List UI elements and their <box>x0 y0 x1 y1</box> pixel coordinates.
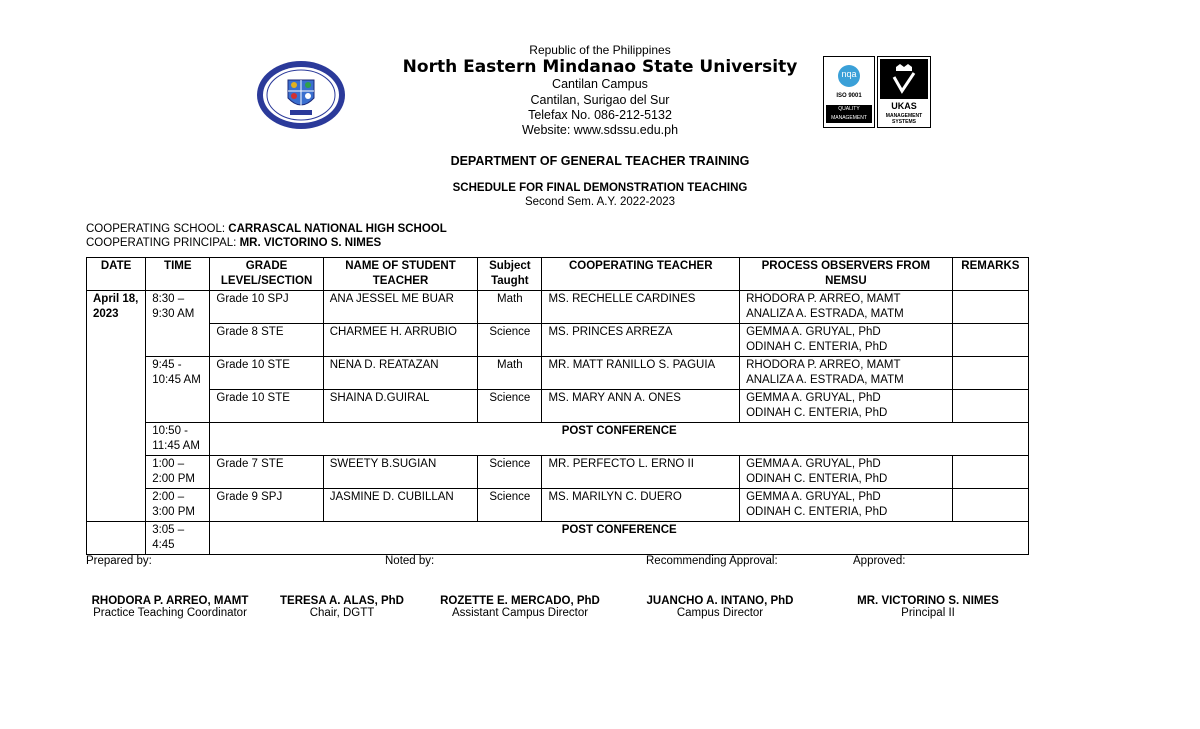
remarks-cell <box>952 390 1028 423</box>
approved-label: Approved: <box>853 555 906 567</box>
student-cell: JASMINE D. CUBILLAN <box>323 489 477 522</box>
date-cell: April 18, 2023 <box>87 291 146 522</box>
grade-cell: Grade 10 SPJ <box>210 291 323 324</box>
cooperating-school-value: CARRASCAL NATIONAL HIGH SCHOOL <box>228 223 447 235</box>
header-date: DATE <box>87 258 146 291</box>
observer-1: GEMMA A. GRUYAL, PhD <box>746 458 881 470</box>
university-name: North Eastern Mindanao State University <box>402 57 798 77</box>
subject-cell: Science <box>478 390 542 423</box>
signatory-chair: TERESA A. ALAS, PhD Chair, DGTT <box>280 595 404 619</box>
signatory-principal: MR. VICTORINO S. NIMES Principal II <box>857 595 999 619</box>
time-cell: 10:50 - 11:45 AM <box>146 423 210 456</box>
department-title: DEPARTMENT OF GENERAL TEACHER TRAINING <box>450 154 750 168</box>
subject-cell: Math <box>478 291 542 324</box>
header-cooperating-teacher: COOPERATING TEACHER <box>542 258 740 291</box>
grade-cell: Grade 10 STE <box>210 357 323 390</box>
table-row <box>87 324 1029 357</box>
table-row <box>87 357 1029 390</box>
time-cell: 1:00 – 2:00 PM <box>146 456 210 489</box>
coop-teacher-cell: MR. MATT RANILLO S. PAGUIA <box>542 357 740 390</box>
observer-2: ANALIZA A. ESTRADA, MATM <box>746 308 904 320</box>
student-cell: SWEETY B.SUGIAN <box>323 456 477 489</box>
header-time: TIME <box>146 258 210 291</box>
university-seal-logo <box>256 60 346 130</box>
student-cell: NENA D. REATAZAN <box>323 357 477 390</box>
observer-2: ODINAH C. ENTERIA, PhD <box>746 473 888 485</box>
time-cell: 9:45 - 10:45 AM <box>146 357 210 423</box>
coop-teacher-cell: MR. PERFECTO L. ERNO II <box>542 456 740 489</box>
grade-cell: Grade 8 STE <box>210 324 323 357</box>
ukas-certification-badge: UKAS MANAGEMENT SYSTEMS <box>877 56 931 128</box>
cooperating-school-line <box>86 223 447 235</box>
observer-1: GEMMA A. GRUYAL, PhD <box>746 392 881 404</box>
student-cell: CHARMEE H. ARRUBIO <box>323 324 477 357</box>
time-cell: 3:05 – 4:45 <box>146 522 210 555</box>
observer-2: ODINAH C. ENTERIA, PhD <box>746 407 888 419</box>
subject-cell: Science <box>478 324 542 357</box>
campus-line: Cantilan Campus <box>552 77 648 91</box>
table-row <box>87 423 1029 456</box>
time-cell: 8:30 – 9:30 AM <box>146 291 210 357</box>
observers-cell <box>740 291 953 324</box>
cooperating-principal-line <box>86 237 381 249</box>
location-line: Cantilan, Surigao del Sur <box>530 93 670 107</box>
website-line: Website: www.sdssu.edu.ph <box>521 123 679 137</box>
remarks-cell <box>952 324 1028 357</box>
time-cell: 2:00 – 3:00 PM <box>146 489 210 522</box>
post-conference-cell: POST CONFERENCE <box>210 522 1029 555</box>
subject-cell: Science <box>478 456 542 489</box>
cooperating-principal-value: MR. VICTORINO S. NIMES <box>239 237 382 249</box>
student-cell: SHAINA D.GUIRAL <box>323 390 477 423</box>
crown-check-icon <box>890 63 918 95</box>
student-cell: ANA JESSEL ME BUAR <box>323 291 477 324</box>
republic-line: Republic of the Philippines <box>529 43 671 57</box>
observer-1: RHODORA P. ARREO, MAMT <box>746 293 901 305</box>
semester-line: Second Sem. A.Y. 2022-2023 <box>524 196 676 208</box>
observer-2: ODINAH C. ENTERIA, PhD <box>746 506 888 518</box>
table-row <box>87 489 1029 522</box>
coop-teacher-cell: MS. PRINCES ARREZA <box>542 324 740 357</box>
iso-certification-badge: nqa ISO 9001 QUALITY MANAGEMENT <box>823 56 875 128</box>
observer-1: GEMMA A. GRUYAL, PhD <box>746 491 881 503</box>
coop-teacher-cell: MS. MARILYN C. DUERO <box>542 489 740 522</box>
coop-teacher-cell: MS. RECHELLE CARDINES <box>542 291 740 324</box>
post-conference-cell: POST CONFERENCE <box>210 423 1029 456</box>
header-process-observers: PROCESS OBSERVERS FROM NEMSU <box>740 258 953 291</box>
observers-cell <box>740 357 953 390</box>
observers-cell <box>740 324 953 357</box>
remarks-cell <box>952 291 1028 324</box>
noted-by-label: Noted by: <box>385 555 435 567</box>
grade-cell: Grade 9 SPJ <box>210 489 323 522</box>
remarks-cell <box>952 357 1028 390</box>
observers-cell <box>740 489 953 522</box>
cooperating-principal-label: COOPERATING PRINCIPAL: <box>86 237 240 249</box>
observers-cell <box>740 456 953 489</box>
table-header-row <box>87 258 1029 291</box>
signatory-campus-director: JUANCHO A. INTANO, PhD Campus Director <box>646 595 794 619</box>
signatory-assistant-director: ROZETTE E. MERCADO, PhD Assistant Campus Director <box>440 595 600 619</box>
coop-teacher-cell: MS. MARY ANN A. ONES <box>542 390 740 423</box>
grade-cell: Grade 7 STE <box>210 456 323 489</box>
header-grade: GRADE LEVEL/SECTION <box>210 258 323 291</box>
header-subject: Subject Taught <box>478 258 542 291</box>
grade-cell: Grade 10 STE <box>210 390 323 423</box>
schedule-title: SCHEDULE FOR FINAL DEMONSTRATION TEACHING <box>452 182 748 194</box>
observer-2: ODINAH C. ENTERIA, PhD <box>746 341 888 353</box>
table-row <box>87 291 1029 324</box>
observer-1: RHODORA P. ARREO, MAMT <box>746 359 901 371</box>
header-student-teacher: NAME OF STUDENT TEACHER <box>323 258 477 291</box>
recommending-approval-label: Recommending Approval: <box>646 555 778 567</box>
table-row <box>87 390 1029 423</box>
remarks-cell <box>952 489 1028 522</box>
certification-logos <box>823 56 931 128</box>
date-cell-empty <box>87 522 146 555</box>
table-row <box>87 522 1029 555</box>
telefax-line: Telefax No. 086-212-5132 <box>528 108 672 122</box>
remarks-cell <box>952 456 1028 489</box>
signatory-coordinator: RHODORA P. ARREO, MAMT Practice Teaching Coordinator <box>91 595 249 619</box>
observer-2: ANALIZA A. ESTRADA, MATM <box>746 374 904 386</box>
cooperating-school-label: COOPERATING SCHOOL: <box>86 223 229 235</box>
header-remarks: REMARKS <box>952 258 1028 291</box>
observers-cell <box>740 390 953 423</box>
subject-cell: Science <box>478 489 542 522</box>
observer-1: GEMMA A. GRUYAL, PhD <box>746 326 881 338</box>
prepared-by-label: Prepared by: <box>86 555 152 567</box>
table-row <box>87 456 1029 489</box>
subject-cell: Math <box>478 357 542 390</box>
schedule-table <box>86 257 1029 555</box>
